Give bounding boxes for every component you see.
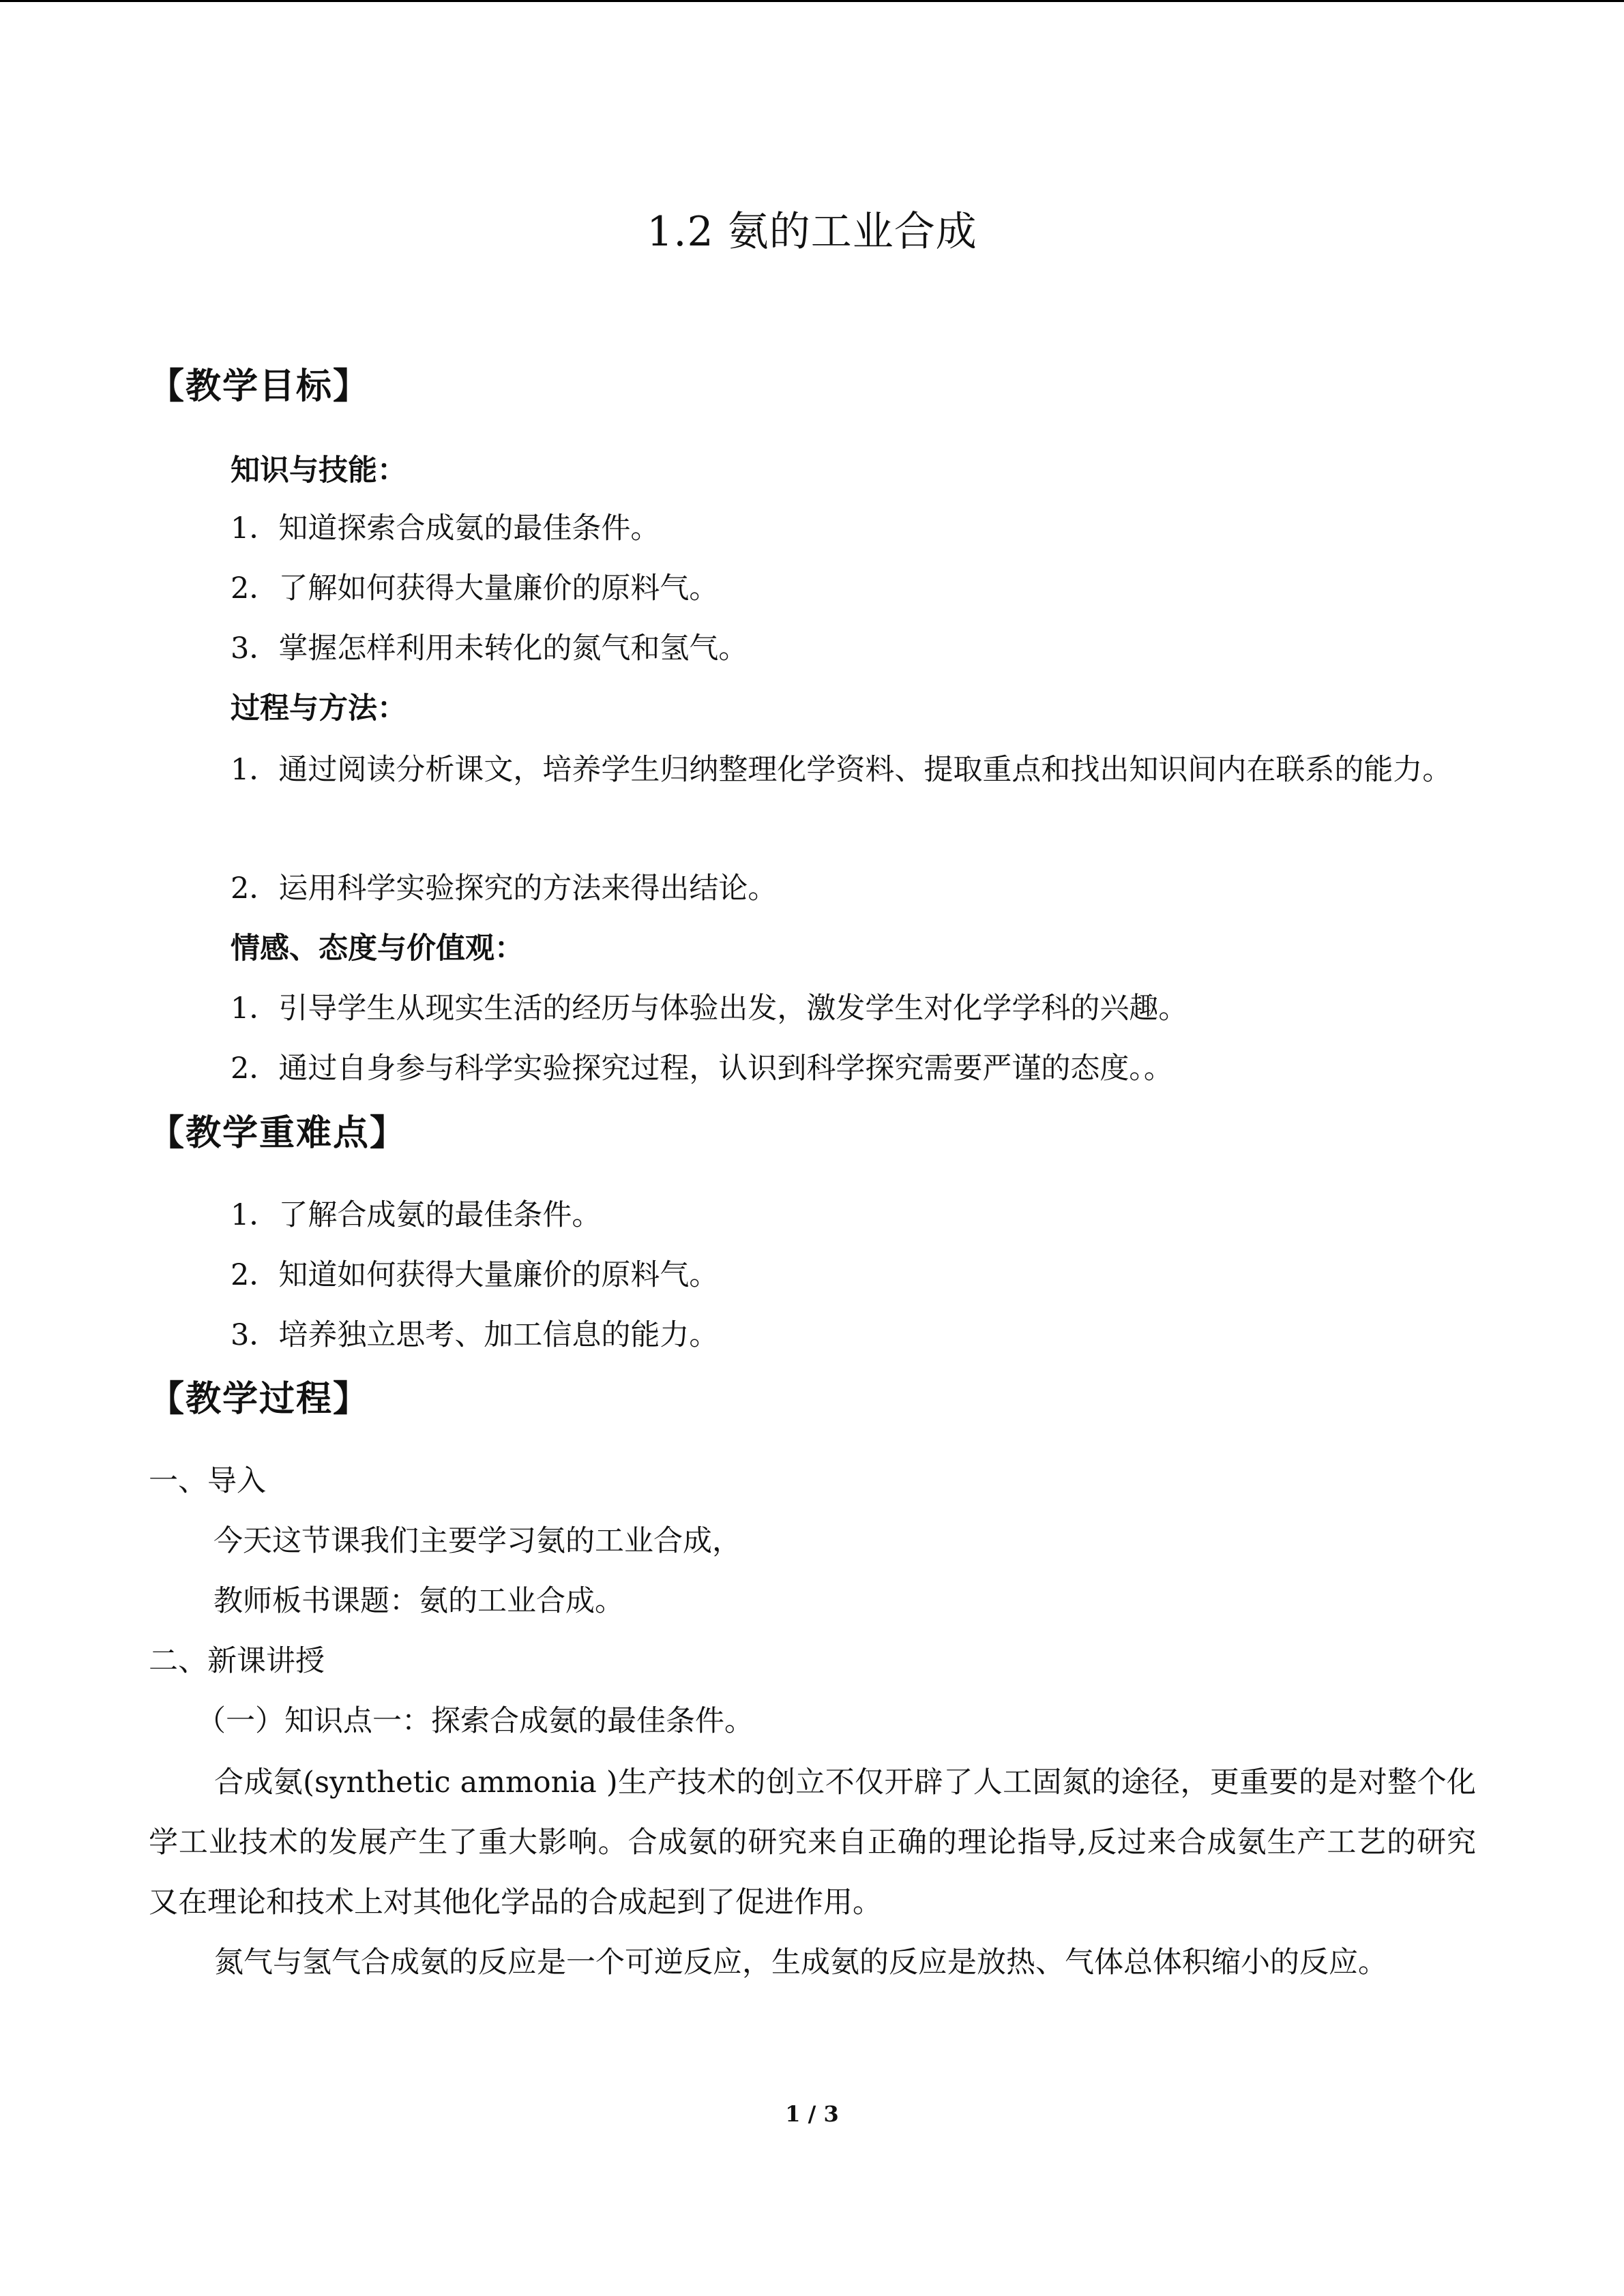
objective-attitude-item-1: 1．引导学生从现实生活的经历与体验出发，激发学生对化学学科的兴趣。 [231,992,1188,1026]
document-title: 1.2 氨的工业合成 [647,208,977,256]
page-number: 1 / 3 [785,2101,839,2127]
section-intro-label: 一、导入 [149,1464,266,1498]
objective-attitude-item-2: 2．通过自身参与科学实验探究过程，认识到科学探究需要严谨的态度。。 [231,1052,1173,1086]
heading-teaching-process: 【教学过程】 [149,1379,370,1420]
intro-line-2: 教师板书课题：氨的工业合成。 [213,1584,624,1618]
key-point-item-1: 1．了解合成氨的最佳条件。 [231,1198,602,1232]
subheading-attitude-values: 情感、态度与价值观： [231,931,524,966]
section-new-lesson-label: 二、新课讲授 [149,1644,325,1678]
objective-knowledge-item-2: 2．了解如何获得大量廉价的原料气。 [231,571,719,606]
heading-key-points: 【教学重难点】 [149,1113,407,1154]
objective-knowledge-item-3: 3．掌握怎样利用未转化的氮气和氢气。 [231,631,748,666]
objective-knowledge-item-1: 1．知道探索合成氨的最佳条件。 [231,511,660,546]
intro-line-1: 今天这节课我们主要学习氨的工业合成， [213,1524,741,1558]
objective-process-item-2: 2．运用科学实验探究的方法来得出结论。 [231,871,778,906]
knowledge-point-1-label: （一）知识点一：探索合成氨的最佳条件。 [196,1704,754,1738]
lesson-paragraph-2: 氮气与氢气合成氨的反应是一个可逆反应，生成氨的反应是放热、气体总体积缩小的反应。 [214,1945,1387,1980]
objective-process-item-1: 1．通过阅读分析课文，培养学生归纳整理化学资料、提取重点和找出知识间内在联系的能力。 [231,753,1452,787]
heading-objectives: 【教学目标】 [149,366,370,407]
key-point-item-3: 3．培养独立思考、加工信息的能力。 [231,1318,719,1352]
lesson-paragraph-1: 合成氨(synthetic ammonia )生产技术的创立不仅开辟了人工固氮的途径，更重要的是对整个化学工业技术的发展产生了重大影响。合成氨的研究来自正确的理论指导,反过来合成氨生产工艺的研究又在理论和技术上对其他化学品的合成起到了促进作用。 [149,1765,1476,1920]
key-point-item-2: 2．知道如何获得大量廉价的原料气。 [231,1258,719,1292]
subheading-knowledge-skills: 知识与技能： [231,453,407,488]
subheading-process-method: 过程与方法： [231,691,407,726]
